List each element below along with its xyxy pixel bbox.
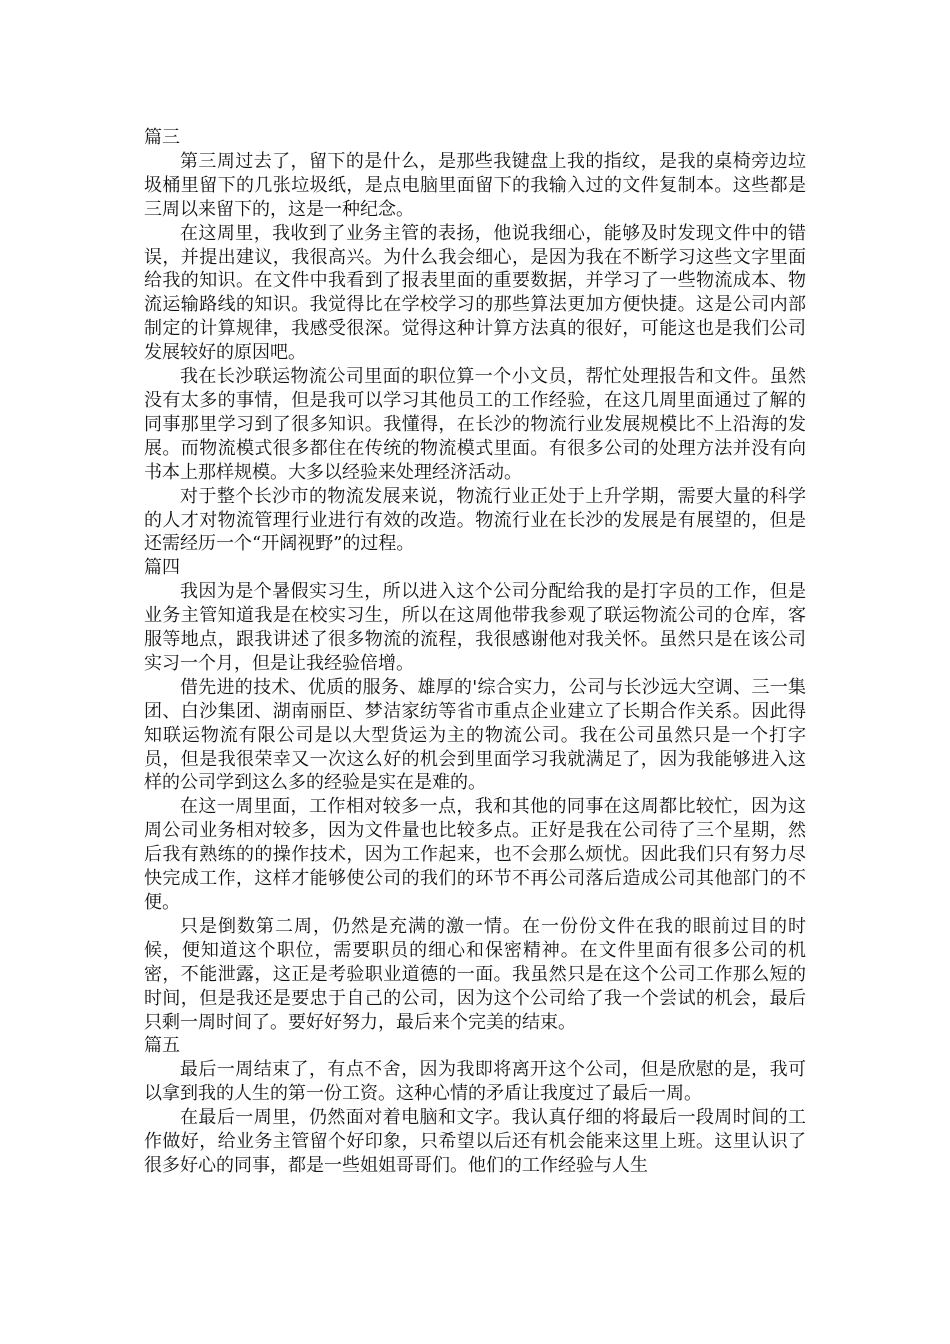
- paragraph: 对于整个长沙市的物流发展来说，物流行业正处于上升学期，需要大量的科学的人才对物流管理行业进行有效的改造。物流行业在长沙的发展是有展望的，但是还需经历一个“开阔视野”的过程。: [144, 485, 806, 555]
- section-heading: 篇四: [144, 557, 180, 579]
- paragraph: 借先进的技术、优质的服务、雄厚的'综合实力，公司与长沙远大空调、三一集团、白沙集团、湖南丽臣、梦洁家纺等省市重点企业建立了长期合作关系。因此得知联运物流有限公司是以大型货运为主的物流公司。我在公司虽然只是一个打字员，但是我很荣幸又一次这么好的机会到里面学习我就满足了，因为我能够进入这样的公司学到这么多的经验是实在是难的。: [144, 676, 806, 794]
- paragraph: 第三周过去了，留下的是什么，是那些我键盘上我的指纹，是我的桌椅旁边垃圾桶里留下的几张垃圾纸，是点电脑里面留下的我输入过的文件复制本。这些都是三周以来留下的，这是一种纪念。: [144, 150, 806, 220]
- document-page: [144, 126, 806, 1178]
- section-5: [144, 1034, 806, 1177]
- paragraph: 最后一周结束了，有点不舍，因为我即将离开这个公司，但是欣慰的是，我可以拿到我的人生的第一份工资。这种心情的矛盾让我度过了最后一周。: [144, 1059, 806, 1105]
- section-4: [144, 556, 806, 1034]
- paragraph: 在最后一周里，仍然面对着电脑和文字。我认真仔细的将最后一段周时间的工作做好，给业务主管留个好印象，只希望以后还有机会能来这里上班。这里认识了很多好心的同事，都是一些姐姐哥哥们。他们的工作经验与人生: [144, 1107, 806, 1176]
- section-3: [144, 126, 806, 556]
- paragraph: 只是倒数第二周，仍然是充满的激一情。在一份份文件在我的眼前过目的时候，便知道这个职位，需要职员的细心和保密精神。在文件里面有很多公司的机密，不能泄露，这正是考验职业道德的一面。我虽然只是在这个公司工作那么短的时间，但是我还是要忠于自己的公司，因为这个公司给了我一个尝试的机会，最后只剩一周时间了。要好好努力，最后来个完美的结束。: [144, 915, 806, 1033]
- paragraph: 我因为是个暑假实习生，所以进入这个公司分配给我的是打字员的工作，但是业务主管知道我是在校实习生，所以在这周他带我参观了联运物流公司的仓库，客服等地点，跟我讲述了很多物流的流程，我很感谢他对我关怀。虽然只是在该公司实习一个月，但是让我经验倍增。: [144, 581, 806, 674]
- section-heading: 篇五: [144, 1035, 180, 1057]
- paragraph: 在这周里，我收到了业务主管的表扬，他说我细心，能够及时发现文件中的错误，并提出建议，我很高兴。为什么我会细心，是因为我在不断学习这些文字里面给我的知识。在文件中我看到了报表里面的重要数据，并学习了一些物流成本、物流运输路线的知识。我觉得比在学校学习的那些算法更加方便快捷。这是公司内部制定的计算规律，我感受很深。觉得这种计算方法真的很好，可能这也是我们公司发展较好的原因吧。: [144, 222, 806, 364]
- paragraph: 我在长沙联运物流公司里面的职位算一个小文员，帮忙处理报告和文件。虽然没有太多的事情，但是我可以学习其他员工的工作经验，在这几周里面通过了解的同事那里学习到了很多知识。我懂得，在长沙的物流行业发展规模比不上沿海的发展。而物流模式很多都住在传统的物流模式里面。有很多公司的处理方法并没有向书本上那样规模。大多以经验来处理经济活动。: [144, 366, 806, 483]
- section-heading: 篇三: [144, 127, 180, 148]
- paragraph: 在这一周里面，工作相对较多一点，我和其他的同事在这周都比较忙，因为这周公司业务相对较多，因为文件量也比较多点。正好是我在公司待了三个星期，然后我有熟练的的操作技术，因为工作起来，也不会那么烦忧。因此我们只有努力尽快完成工作，这样才能够使公司的我们的环节不再公司落后造成公司其他部门的不便。: [144, 796, 806, 913]
